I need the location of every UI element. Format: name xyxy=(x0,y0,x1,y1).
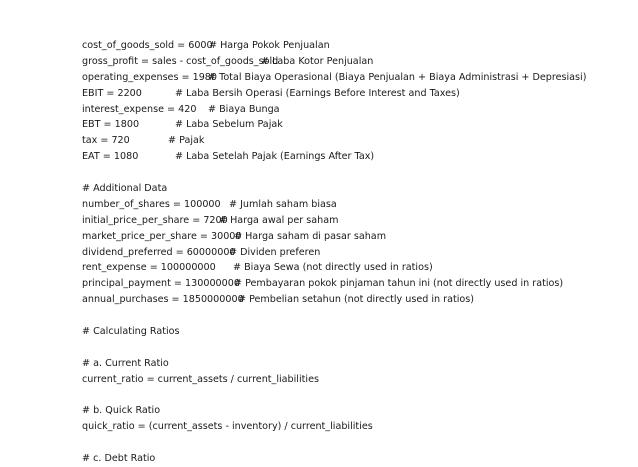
code-line xyxy=(82,403,622,419)
code-line xyxy=(82,38,622,54)
code-text: # Calculating Ratios xyxy=(82,326,180,338)
code-line xyxy=(82,213,622,229)
comment-text: # Total Biaya Operasional (Biaya Penjualan + Biaya Administrasi + Depresiasi) xyxy=(208,71,587,83)
blank-line xyxy=(82,165,622,181)
comment-text: # Laba Setelah Pajak (Earnings After Tax) xyxy=(175,151,375,163)
blank-line xyxy=(82,388,622,404)
code-line xyxy=(82,276,622,292)
code-line xyxy=(82,372,622,388)
code-line xyxy=(82,292,622,308)
code-line xyxy=(82,102,622,118)
blank-line xyxy=(82,308,622,324)
comment-text: # Laba Sebelum Pajak xyxy=(175,119,283,131)
code-line xyxy=(82,324,622,340)
code-line xyxy=(82,419,622,435)
code-line xyxy=(82,260,622,276)
code-line xyxy=(82,451,622,467)
comment-text: # Laba Bersih Operasi (Earnings Before Interest and Taxes) xyxy=(175,87,460,99)
code-text: annual_purchases = 1850000000 xyxy=(82,294,244,306)
code-line xyxy=(82,149,622,165)
code-text: dividend_preferred = 60000000 xyxy=(82,246,236,258)
code-text: # a. Current Ratio xyxy=(82,357,169,369)
code-text: # c. Debt Ratio xyxy=(82,453,156,465)
comment-text: # Harga Pokok Penjualan xyxy=(209,40,330,51)
code-text: # b. Quick Ratio xyxy=(82,405,161,417)
code-text: EBIT = 2200 xyxy=(82,87,142,99)
code-text: number_of_shares = 100000 xyxy=(82,198,221,210)
comment-text: # Jumlah saham biasa xyxy=(229,198,337,210)
code-line xyxy=(82,229,622,245)
comment-text: # Biaya Bunga xyxy=(208,103,280,115)
code-line xyxy=(82,86,622,102)
code-text: operating_expenses = 1980 xyxy=(82,71,218,83)
code-text: tax = 720 xyxy=(82,135,130,147)
blank-line xyxy=(82,340,622,356)
code-text: interest_expense = 420 xyxy=(82,103,197,115)
code-line xyxy=(82,356,622,372)
code-text: initial_price_per_share = 7200 xyxy=(82,214,228,226)
comment-text: # Biaya Sewa (not directly used in ratios) xyxy=(233,262,433,274)
code-text: quick_ratio = (current_assets - inventory) / current_liabilities xyxy=(82,421,373,433)
code-line xyxy=(82,117,622,133)
comment-text: # Laba Kotor Penjualan xyxy=(261,55,374,67)
blank-line xyxy=(82,435,622,451)
code-text: gross_profit = sales - cost_of_goods_sold xyxy=(82,55,279,67)
code-text: # Additional Data xyxy=(82,183,168,195)
comment-text: # Dividen preferen xyxy=(229,246,321,258)
code-text: current_ratio = current_assets / current_liabilities xyxy=(82,373,319,385)
comment-text: # Pembayaran pokok pinjaman tahun ini (not directly used in ratios) xyxy=(234,278,564,290)
code-line xyxy=(82,245,622,261)
comment-text: # Harga saham di pasar saham xyxy=(234,230,387,242)
code-line xyxy=(82,70,622,86)
code-text: EBT = 1800 xyxy=(82,119,140,131)
comment-text: # Pembelian setahun (not directly used in ratios) xyxy=(238,294,475,306)
code-text: rent_expense = 100000000 xyxy=(82,262,216,274)
code-text: market_price_per_share = 30000 xyxy=(82,230,242,242)
code-text: EAT = 1080 xyxy=(82,151,139,163)
code-line xyxy=(82,133,622,149)
code-line xyxy=(82,197,622,213)
code-block xyxy=(82,38,622,467)
code-text: principal_payment = 130000000 xyxy=(82,278,240,290)
comment-text: # Harga awal per saham xyxy=(219,214,339,226)
code-text: cost_of_goods_sold = 6000 xyxy=(82,40,213,51)
code-line xyxy=(82,54,622,70)
comment-text: # Pajak xyxy=(168,135,205,147)
code-line xyxy=(82,181,622,197)
